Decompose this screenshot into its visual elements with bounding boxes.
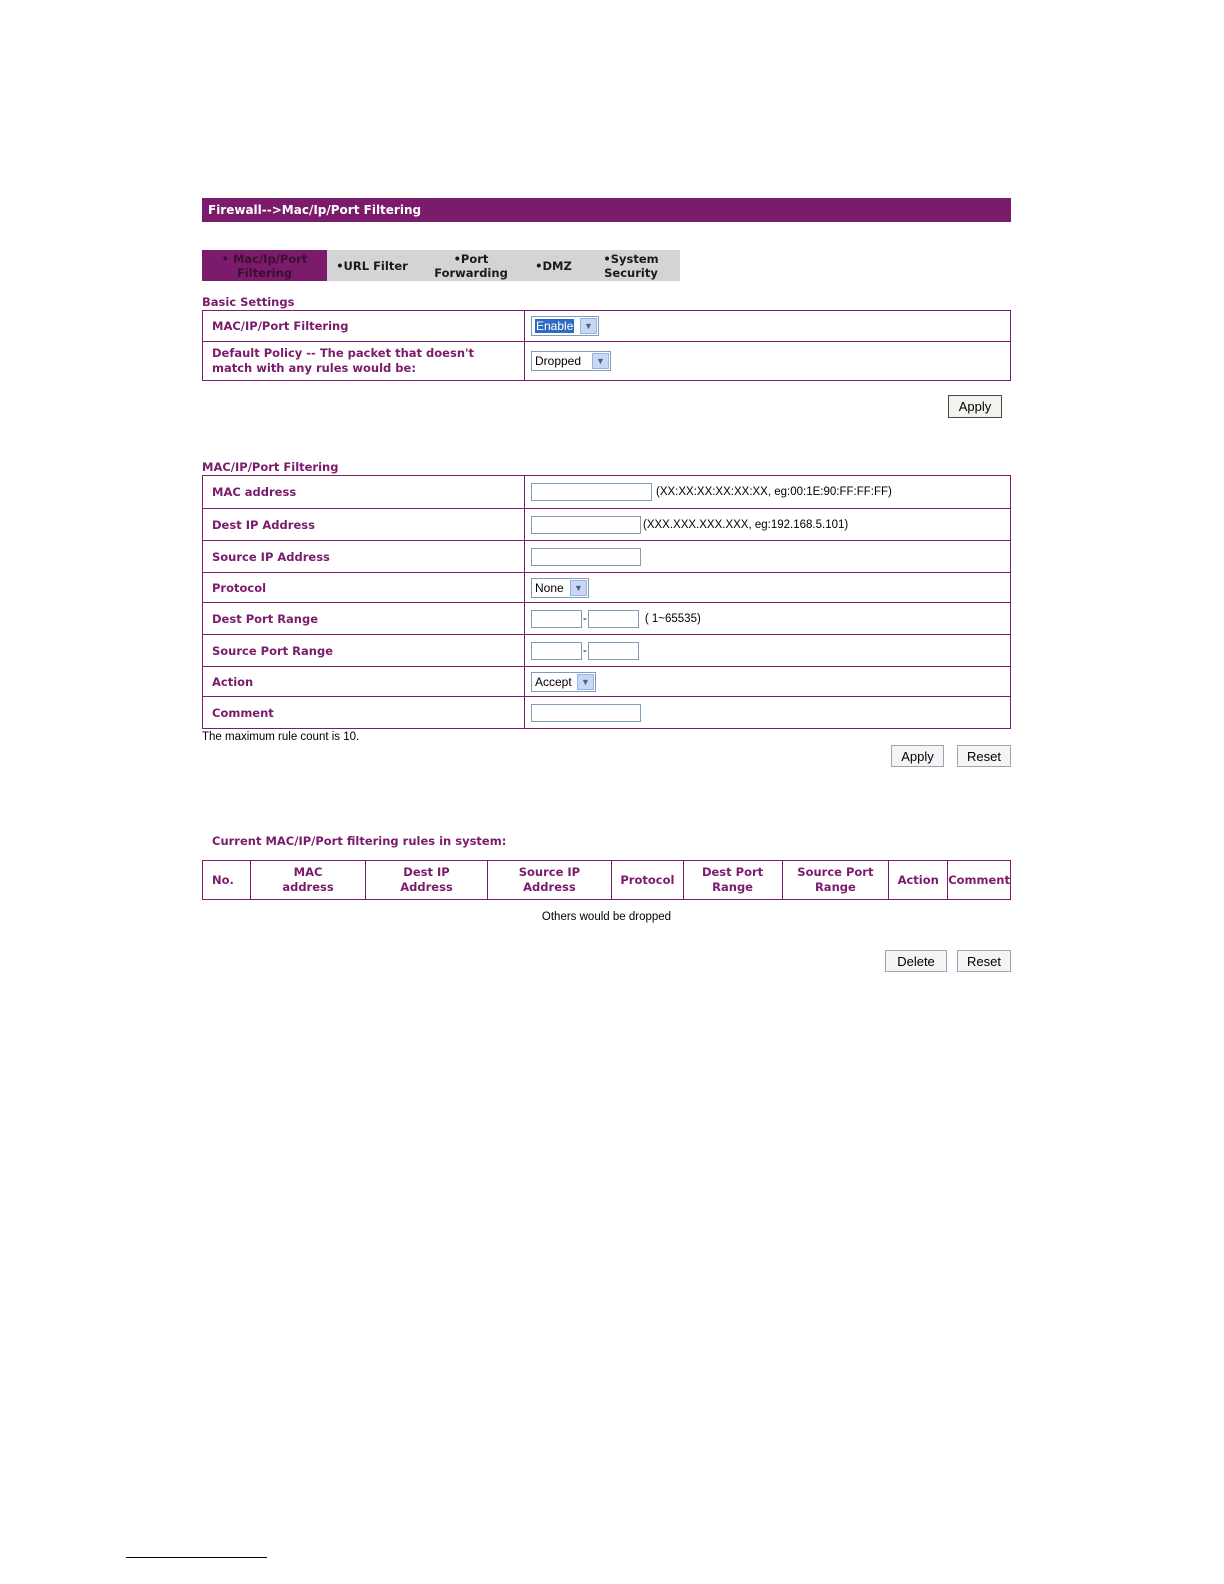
others-dropped-note: Others would be dropped <box>541 911 672 923</box>
tab-system-security[interactable] <box>600 250 662 281</box>
dest-ip-input[interactable] <box>531 516 641 534</box>
tab-bar <box>202 250 680 281</box>
comment-label: Comment <box>203 697 525 729</box>
rules-header-dest-ip: Dest IP Address <box>366 861 487 900</box>
rules-header-source-port: Source Port Range <box>782 861 889 900</box>
mac-address-hint: (XX:XX:XX:XX:XX:XX, eg:00:1E:90:FF:FF:FF) <box>656 486 892 498</box>
filtering-selected-text: Enable <box>536 319 574 333</box>
source-port-start-input[interactable] <box>531 642 582 660</box>
mac-address-label: MAC address <box>203 476 525 509</box>
action-select[interactable] <box>531 672 596 692</box>
dest-ip-hint: (XXX.XXX.XXX.XXX, eg:192.168.5.101) <box>643 518 849 531</box>
protocol-cell <box>525 573 1011 603</box>
chevron-down-icon: ▼ <box>570 580 587 596</box>
source-ip-input[interactable] <box>531 548 641 566</box>
tab-label: • Mac/Ip/Port Filtering <box>221 251 308 280</box>
filtering-select[interactable] <box>531 316 599 336</box>
rules-header-no: No. <box>203 861 251 900</box>
basic-settings-table <box>202 310 1011 381</box>
rules-reset-button[interactable]: Reset <box>957 950 1011 972</box>
mac-address-input[interactable] <box>531 483 652 501</box>
dest-port-range-label: Dest Port Range <box>203 603 525 635</box>
tab-label: •URL Filter <box>336 258 408 273</box>
current-rules-table <box>202 860 1011 900</box>
action-cell <box>525 667 1011 697</box>
tab-label: •Port Forwarding <box>434 251 508 280</box>
filtering-select-value <box>535 319 579 333</box>
tab-label: •DMZ <box>535 258 572 273</box>
rule-form-heading: MAC/IP/Port Filtering <box>202 460 339 474</box>
basic-settings-heading: Basic Settings <box>202 295 295 309</box>
protocol-value: None <box>535 580 564 595</box>
source-port-range-label: Source Port Range <box>203 635 525 667</box>
tab-port-forwarding[interactable] <box>418 250 524 281</box>
rules-header-action: Action <box>889 861 948 900</box>
basic-apply-button[interactable]: Apply <box>948 395 1002 418</box>
default-policy-select[interactable] <box>531 351 611 371</box>
rules-header-dest-port: Dest Port Range <box>683 861 782 900</box>
tab-url-filter[interactable] <box>336 250 408 281</box>
rules-header-comment: Comment <box>948 861 1011 900</box>
max-rule-note: The maximum rule count is 10. <box>202 731 360 743</box>
rule-reset-button[interactable]: Reset <box>957 745 1011 767</box>
action-value: Accept <box>535 674 572 689</box>
tab-mac-ip-port-filtering[interactable] <box>202 250 327 281</box>
source-port-range-cell <box>525 635 1011 667</box>
comment-cell <box>525 697 1011 729</box>
source-port-end-input[interactable] <box>588 642 639 660</box>
rules-header-mac: MAC address <box>250 861 366 900</box>
rules-header-protocol: Protocol <box>612 861 683 900</box>
page-title-bar: Firewall-->Mac/Ip/Port Filtering <box>202 198 1011 222</box>
rule-apply-button[interactable]: Apply <box>891 745 944 767</box>
filtering-cell <box>525 311 1011 342</box>
footnote-divider <box>126 1557 267 1558</box>
current-rules-heading: Current MAC/IP/Port filtering rules in system: <box>212 834 507 848</box>
chevron-down-icon: ▼ <box>592 353 609 369</box>
rules-header-source-ip: Source IP Address <box>487 861 612 900</box>
tab-label: •System Security <box>603 251 659 280</box>
range-separator: - <box>583 644 587 657</box>
dest-ip-label: Dest IP Address <box>203 509 525 541</box>
rule-form-table <box>202 475 1011 729</box>
dest-port-hint: ( 1~65535) <box>644 612 701 625</box>
default-policy-value: Dropped <box>535 354 582 368</box>
default-policy-cell <box>525 342 1011 381</box>
mac-address-cell <box>525 476 1011 509</box>
protocol-select[interactable] <box>531 578 589 598</box>
source-ip-label: Source IP Address <box>203 541 525 573</box>
filtering-label: MAC/IP/Port Filtering <box>203 311 525 342</box>
action-label: Action <box>203 667 525 697</box>
comment-input[interactable] <box>531 704 641 722</box>
chevron-down-icon: ▼ <box>577 674 594 690</box>
protocol-label: Protocol <box>203 573 525 603</box>
default-policy-label: Default Policy -- The packet that doesn't match with any rules would be: <box>203 342 525 381</box>
dest-port-start-input[interactable] <box>531 610 582 628</box>
range-separator: - <box>583 612 587 625</box>
dest-ip-cell <box>525 509 1011 541</box>
dest-port-range-cell <box>525 603 1011 635</box>
chevron-down-icon: ▼ <box>580 318 597 334</box>
source-ip-cell <box>525 541 1011 573</box>
delete-button[interactable]: Delete <box>885 950 947 972</box>
tab-dmz[interactable] <box>535 250 572 281</box>
dest-port-end-input[interactable] <box>588 610 639 628</box>
